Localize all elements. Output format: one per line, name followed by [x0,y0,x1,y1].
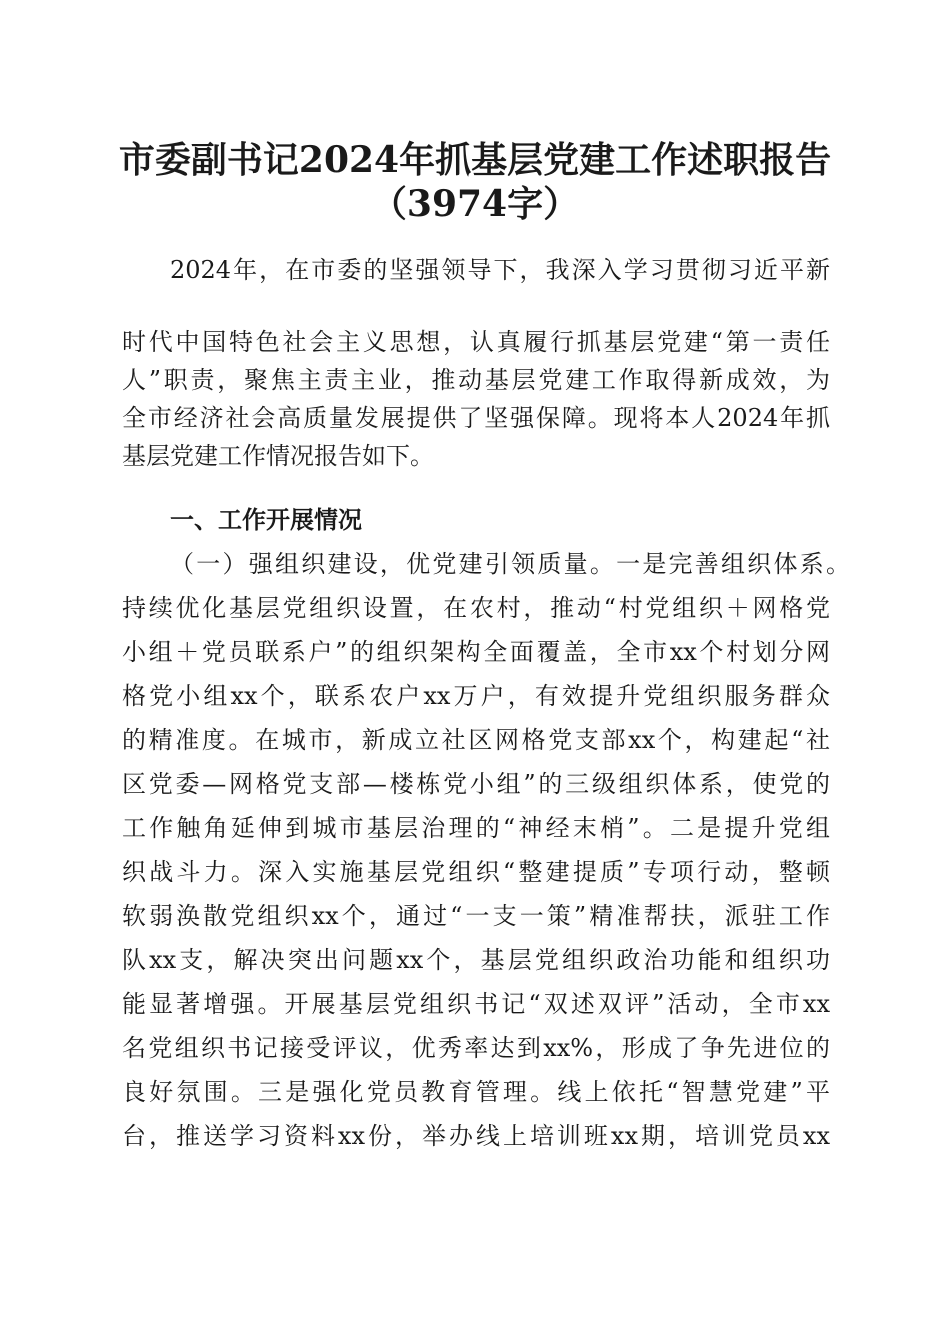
body-line: 工作触角延伸到城市基层治理的“神经末梢”。二是提升党组 [122,814,830,842]
body-line: 格党小组xx个，联系农户xx万户，有效提升党组织服务群众 [122,682,830,710]
body-line: 小组＋党员联系户”的组织架构全面覆盖，全市xx个村划分网 [122,638,830,666]
body-line: 的精准度。在城市，新成立社区网格党支部xx个，构建起“社 [122,726,830,754]
body-line: （一）强组织建设，优党建引领质量。一是完善组织体系。 [170,550,850,578]
intro-line: 2024年，在市委的坚强领导下，我深入学习贯彻习近平新 [170,256,830,284]
body-line: 区党委—网格党支部—楼栋党小组”的三级组织体系，使党的 [122,770,830,798]
intro-line: 时代中国特色社会主义思想，认真履行抓基层党建“第一责任 [122,328,830,356]
section-heading: 一、工作开展情况 [170,505,362,534]
body-line: 能显著增强。开展基层党组织书记“双述双评”活动，全市xx [122,990,830,1018]
body-line: 台，推送学习资料xx份，举办线上培训班xx期，培训党员xx [122,1122,830,1150]
body-line: 良好氛围。三是强化党员教育管理。线上依托“智慧党建”平 [122,1078,830,1106]
body-line: 队xx支，解决突出问题xx个，基层党组织政治功能和组织功 [122,946,830,974]
body-line: 名党组织书记接受评议，优秀率达到xx%，形成了争先进位的 [122,1034,830,1062]
body-line: 持续优化基层党组织设置，在农村，推动“村党组织＋网格党 [122,594,830,622]
intro-line: 全市经济社会高质量发展提供了坚强保障。现将本人2024年抓 [122,404,830,432]
intro-line: 基层党建工作情况报告如下。 [122,442,434,470]
intro-line: 人”职责，聚焦主责主业，推动基层党建工作取得新成效，为 [122,366,830,394]
document-word-count: （3974字） [370,183,580,225]
document-title: 市委副书记2024年抓基层党建工作述职报告 [118,139,832,181]
body-line: 软弱涣散党组织xx个，通过“一支一策”精准帮扶，派驻工作 [122,902,830,930]
body-line: 织战斗力。深入实施基层党组织“整建提质”专项行动，整顿 [122,858,830,886]
